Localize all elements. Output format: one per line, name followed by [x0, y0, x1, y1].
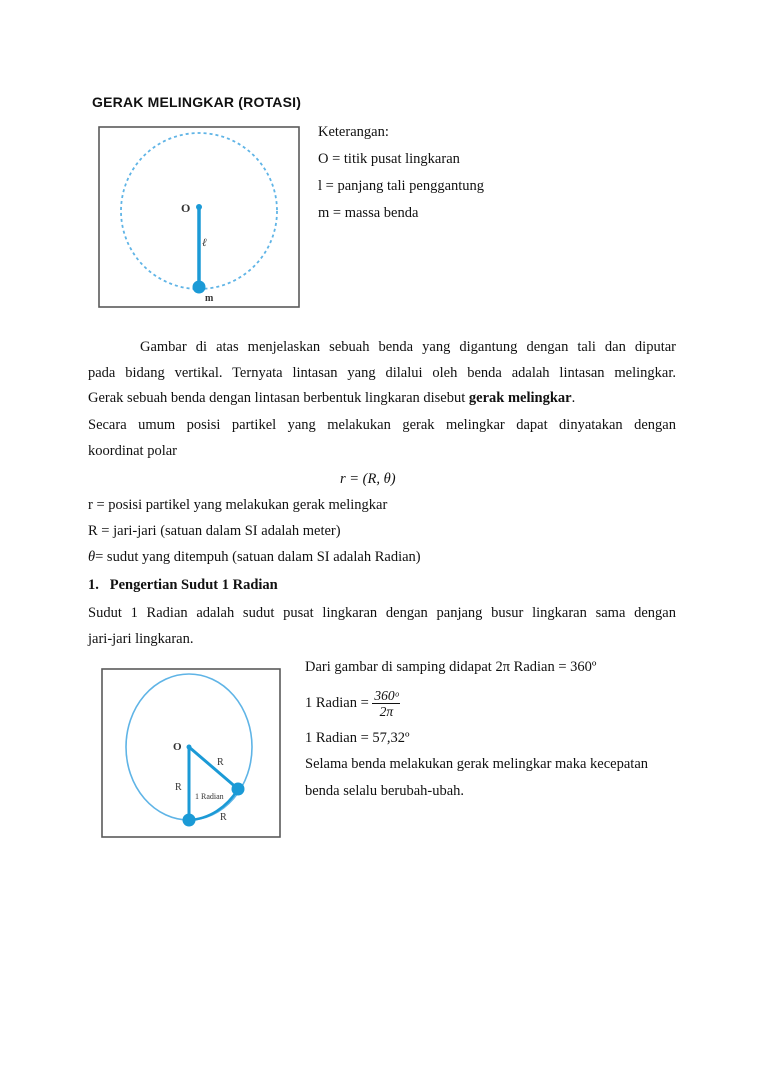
- paragraph-line: Gambar di atas menjelaskan sebuah benda yang digantung dengan tali dan diputar: [140, 339, 676, 355]
- paragraph-line: Sudut 1 Radian adalah sudut pusat lingkaran dengan panjang busur lingkaran sama dengan: [88, 605, 676, 621]
- definition-line: r = posisi partikel yang melakukan gerak melingkar: [88, 497, 388, 513]
- radian-figure: [101, 668, 281, 838]
- text-span: 1 Radian =: [305, 695, 373, 711]
- figure2-text: 1 Radian = 57,32º: [305, 730, 410, 746]
- paragraph-line: Secara umum posisi partikel yang melakukan gerak melingkar dapat dinyatakan dengan: [88, 417, 676, 433]
- label-o: O: [181, 201, 191, 215]
- figure2-text: Selama benda melakukan gerak melingkar maka kecepatan: [305, 756, 649, 772]
- point-side: [232, 783, 245, 796]
- bold-term: gerak melingkar: [468, 390, 572, 406]
- legend-item: l = panjang tali penggantung: [318, 178, 485, 194]
- mass-bob: [193, 281, 206, 294]
- point-bottom: [183, 814, 196, 827]
- paragraph-line: koordinat polar: [88, 443, 177, 459]
- label-m: m: [205, 293, 214, 304]
- text-span: .: [571, 390, 576, 406]
- paragraph-line: pada bidang vertikal. Ternyata lintasan yang dilalui oleh benda adalah lintasan melingkar.: [88, 365, 676, 381]
- section-title: Pengertian Sudut 1 Radian: [109, 577, 278, 593]
- label-radian: 1 Radian: [195, 792, 224, 801]
- legend-heading: Keterangan:: [318, 124, 389, 140]
- page-title: GERAK MELINGKAR (ROTASI): [92, 94, 302, 110]
- fraction: [372, 688, 400, 719]
- fraction-numerator: 360ᵒ: [374, 688, 399, 704]
- label-o: O: [173, 741, 182, 753]
- center-point: [187, 745, 192, 750]
- label-l: ℓ: [202, 237, 207, 249]
- figure2-text: Dari gambar di samping didapat 2π Radian = 360º: [305, 659, 597, 675]
- legend-item: O = titik pusat lingkaran: [318, 151, 460, 167]
- label-r-arc: R: [220, 812, 227, 823]
- section-number: 1.: [88, 577, 99, 593]
- figure2-fraction-line: [305, 686, 400, 720]
- text-span: Gerak sebuah benda dengan lintasan berbentuk lingkaran disebut: [88, 390, 469, 406]
- label-r-left: R: [175, 782, 182, 793]
- paragraph-line: [88, 390, 575, 406]
- text-span: = sudut yang ditempuh (satuan dalam SI adalah Radian): [95, 549, 421, 565]
- section-heading: [88, 577, 278, 593]
- definition-line: R = jari-jari (satuan dalam SI adalah meter): [88, 523, 341, 539]
- figure2-text: benda selalu berubah-ubah.: [305, 783, 465, 799]
- definition-line: [88, 549, 421, 565]
- paragraph-line: jari-jari lingkaran.: [88, 631, 194, 647]
- fraction-denominator: 2π: [379, 704, 394, 720]
- radius-diagonal: [189, 747, 238, 789]
- figure-frame: [102, 669, 280, 837]
- label-r-side: R: [217, 757, 224, 768]
- theta-symbol: θ: [88, 549, 96, 565]
- pendulum-figure: [98, 126, 300, 308]
- polar-formula: r = (R, θ): [340, 471, 396, 487]
- pivot-point: [196, 204, 202, 210]
- legend-item: m = massa benda: [318, 205, 419, 221]
